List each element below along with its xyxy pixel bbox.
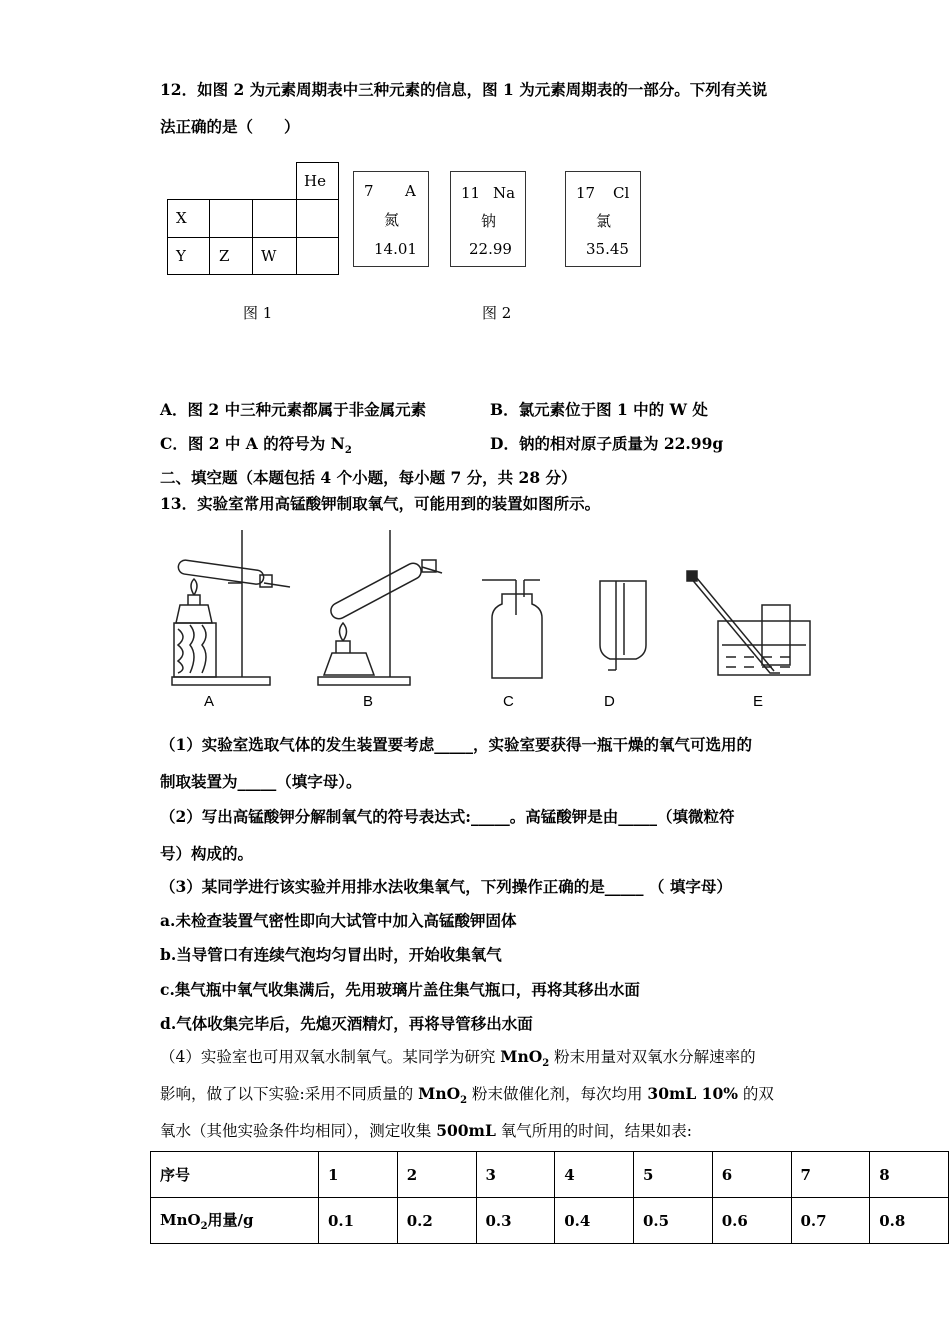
apparatus-label-c: C xyxy=(503,693,514,710)
text: MnO xyxy=(418,1084,461,1103)
text: 用量/g xyxy=(207,1211,254,1229)
cell-y xyxy=(167,237,210,275)
section-2-heading: 二、填空题（本题包括 4 个小题，每小题 7 分，共 28 分） xyxy=(160,468,577,487)
table-cell: 8 xyxy=(870,1152,949,1198)
text: 氧水（其他实验条件均相同），测定收集 xyxy=(160,1122,437,1140)
element-tile-chlorine xyxy=(565,171,641,267)
q13-part3: （3）某同学进行该实验并用排水法收集氧气，下列操作正确的是_____ （ 填字母） xyxy=(160,877,732,896)
q13-option-a: a.未检查装置气密性即向大试管中加入高锰酸钾固体 xyxy=(160,911,517,930)
table-cell: 1 xyxy=(319,1152,398,1198)
table-cell: 0.2 xyxy=(397,1198,476,1244)
q13-part2-line1: （2）写出高锰酸钾分解制氧气的符号表达式:_____。高锰酸钾是由_____（填微粒符 xyxy=(160,807,735,826)
table-cell: 0.3 xyxy=(476,1198,555,1244)
table-row xyxy=(151,1198,949,1244)
q12-option-b: B．氯元素位于图 1 中的 W 处 xyxy=(490,400,708,419)
apparatus-d-icon xyxy=(600,581,646,670)
table-cell: 7 xyxy=(791,1152,870,1198)
q13-option-c: c.集气瓶中氧气收集满后，先用玻璃片盖住集气瓶口，再将其移出水面 xyxy=(160,980,640,999)
element-tile-nitrogen xyxy=(353,171,429,267)
subscript: 2 xyxy=(460,1095,468,1107)
text: 粉末做催化剂，每次均用 xyxy=(467,1085,648,1103)
figure-2-caption: 图 2 xyxy=(482,304,512,322)
q13-intro: 13．实验室常用高锰酸钾制取氧气，可能用到的装置如图所示。 xyxy=(160,494,601,513)
apparatus-label-b: B xyxy=(363,693,374,710)
apparatus-label-e: E xyxy=(753,693,764,710)
atomic-mass: 22.99 xyxy=(469,240,512,258)
figure-1-caption: 图 1 xyxy=(243,304,273,322)
symbol-z: Z xyxy=(219,247,230,265)
text: 的双 xyxy=(738,1085,774,1103)
q13-part4-line1 xyxy=(160,1045,756,1069)
table-cell: 2 xyxy=(397,1152,476,1198)
q12-option-a: A．图 2 中三种元素都属于非金属元素 xyxy=(160,400,427,419)
table-header-mno2 xyxy=(151,1198,319,1244)
element-name: 氮 xyxy=(384,211,400,229)
cell-z xyxy=(209,237,253,275)
text: 500mL xyxy=(436,1121,496,1140)
cell-empty xyxy=(296,237,339,275)
q12-option-d: D．钠的相对原子质量为 22.99g xyxy=(490,434,724,453)
apparatus-figure xyxy=(160,525,820,695)
cell-empty xyxy=(252,199,297,238)
table-cell: 0.4 xyxy=(555,1198,634,1244)
q12-stem-line1: 12．如图 2 为元素周期表中三种元素的信息，图 1 为元素周期表的一部分。下列有关说 xyxy=(160,80,768,99)
element-symbol: Cl xyxy=(613,184,630,202)
results-table xyxy=(150,1151,949,1244)
atomic-number: 17 xyxy=(576,184,596,202)
q13-part4-line2 xyxy=(160,1082,774,1106)
q13-part1-line2: 制取装置为_____（填字母）。 xyxy=(160,772,362,791)
table-cell: 5 xyxy=(634,1152,713,1198)
table-cell: 0.7 xyxy=(791,1198,870,1244)
cell-empty xyxy=(209,199,253,238)
symbol-he: He xyxy=(304,172,326,190)
atomic-number: 11 xyxy=(461,184,481,202)
q13-option-b: b.当导管口有连续气泡均匀冒出时，开始收集氧气 xyxy=(160,945,502,964)
table-row xyxy=(151,1152,949,1198)
atomic-mass: 35.45 xyxy=(586,240,629,258)
q13-part2-line2: 号）构成的。 xyxy=(160,844,254,863)
cell-empty xyxy=(296,199,339,238)
table-cell: 3 xyxy=(476,1152,555,1198)
subscript: 2 xyxy=(200,1221,208,1232)
symbol-w: W xyxy=(261,247,277,265)
apparatus-label-d: D xyxy=(604,693,615,710)
table-cell: 6 xyxy=(712,1152,791,1198)
apparatus-c-icon xyxy=(482,580,542,678)
q12-option-c-text: C．图 2 中 A 的符号为 N xyxy=(160,434,345,453)
subscript: 2 xyxy=(542,1058,550,1070)
q13-part1-line1: （1）实验室选取气体的发生装置要考虑_____，实验室要获得一瓶干燥的氧气可选用的 xyxy=(160,735,753,754)
q12-option-c-subscript: 2 xyxy=(344,445,352,457)
table-header-index: 序号 xyxy=(151,1152,319,1198)
table-cell: 0.1 xyxy=(319,1198,398,1244)
cell-x xyxy=(167,199,210,238)
element-name: 氯 xyxy=(596,212,612,230)
q13-option-d: d.气体收集完毕后，先熄灭酒精灯，再将导管移出水面 xyxy=(160,1014,533,1033)
q13-part4-line3 xyxy=(160,1119,692,1141)
atomic-number: 7 xyxy=(364,182,374,200)
symbol-x: X xyxy=(176,209,187,227)
table-cell: 0.6 xyxy=(712,1198,791,1244)
text: （4）实验室也可用双氧水制氧气。某同学为研究 xyxy=(160,1048,501,1066)
table-cell: 0.8 xyxy=(870,1198,949,1244)
table-cell: 0.5 xyxy=(634,1198,713,1244)
apparatus-e-icon xyxy=(687,571,810,675)
apparatus-b-icon xyxy=(318,530,442,685)
text: 30mL 10% xyxy=(647,1084,738,1103)
element-tile-sodium xyxy=(450,171,526,267)
element-symbol: Na xyxy=(493,184,516,202)
q12-option-c xyxy=(160,432,352,456)
table-cell: 4 xyxy=(555,1152,634,1198)
text: MnO xyxy=(500,1047,543,1066)
q12-stem-line2: 法正确的是（ ） xyxy=(160,117,300,136)
symbol-y: Y xyxy=(176,247,186,265)
apparatus-label-a: A xyxy=(204,693,215,710)
apparatus-a-icon xyxy=(172,530,290,685)
element-name: 钠 xyxy=(481,212,497,230)
element-symbol: A xyxy=(405,182,416,200)
atomic-mass: 14.01 xyxy=(374,240,417,258)
text: 粉末用量对双氧水分解速率的 xyxy=(549,1048,756,1066)
text: MnO xyxy=(160,1211,201,1229)
text: 氧气所用的时间，结果如表: xyxy=(495,1122,692,1140)
text: 影响，做了以下实验:采用不同质量的 xyxy=(160,1085,419,1103)
